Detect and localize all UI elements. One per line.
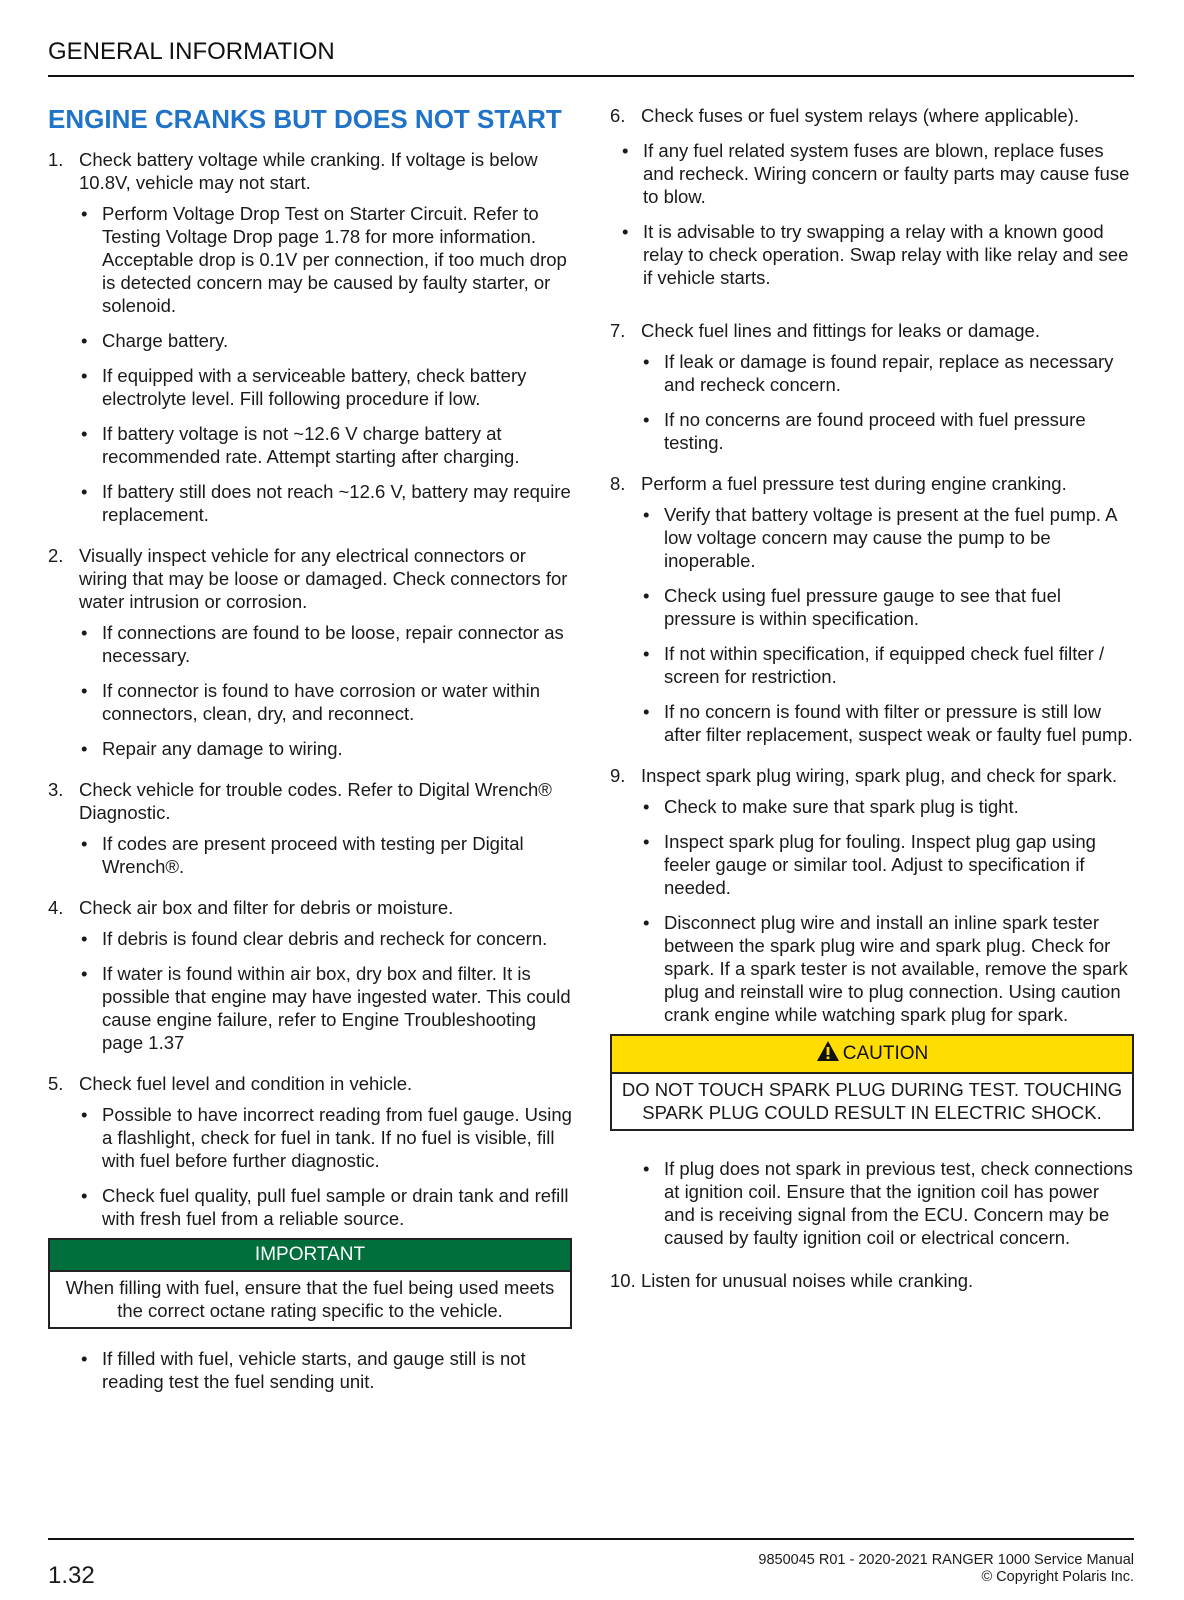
bullet-text: Inspect spark plug for fouling. Inspect plug gap using feeler gauge or similar tool. Adjust to specification if needed.: [664, 831, 1096, 898]
warning-triangle-icon: [816, 1040, 840, 1062]
bullet-icon: •: [81, 1104, 88, 1125]
step-5-bullets: [79, 1103, 572, 1230]
bullet-text: It is advisable to try swapping a relay with a known good relay to check operation. Swap relay with like relay and see if vehicle starts.: [643, 221, 1129, 288]
step-2-bullets: [79, 621, 572, 760]
step-7: [610, 319, 1134, 342]
page-header: GENERAL INFORMATION: [48, 38, 335, 65]
list-item: [79, 329, 572, 352]
step-5-after-bullets: [79, 1347, 572, 1393]
bullet-text: If water is found within air box, dry box and filter. It is possible that engine may have ingested water. This could cause engine failure, refer to Engine Troubleshooting page 1.37: [102, 963, 571, 1053]
section-title: ENGINE CRANKS BUT DOES NOT START: [48, 104, 562, 134]
bullet-icon: •: [81, 963, 88, 984]
step-2: [48, 544, 572, 613]
list-item: [641, 830, 1134, 899]
bullet-icon: •: [81, 833, 88, 854]
step-7-bullets: [641, 350, 1134, 454]
bullet-text: Repair any damage to wiring.: [102, 738, 343, 759]
bullet-icon: •: [81, 738, 88, 759]
bullet-icon: •: [81, 1348, 88, 1369]
step-9-after-bullets: [641, 1157, 1134, 1249]
bullet-icon: •: [81, 423, 88, 444]
list-item: [641, 503, 1134, 572]
step-number: 6.: [610, 105, 626, 126]
step-text: Check battery voltage while cranking. If voltage is below 10.8V, vehicle may not start.: [79, 149, 538, 193]
header-divider: [48, 75, 1134, 77]
bullet-icon: •: [643, 643, 650, 664]
bullet-text: Check fuel quality, pull fuel sample or drain tank and refill with fresh fuel from a reliable source.: [102, 1185, 569, 1229]
bullet-text: If plug does not spark in previous test, check connections at ignition coil. Ensure that the ignition coil has power and is receiving signal from the ECU. Concern may be caused by faulty ignition coil or electrical concern.: [664, 1158, 1133, 1248]
copyright: © Copyright Polaris Inc.: [981, 1569, 1134, 1585]
bullet-icon: •: [81, 1185, 88, 1206]
right-column: [610, 104, 1134, 1300]
step-number: 7.: [610, 320, 626, 341]
important-text: When filling with fuel, ensure that the fuel being used meets the correct octane rating specific to the vehicle.: [65, 1277, 555, 1321]
list-item: [641, 408, 1134, 454]
step-6: [610, 104, 1134, 127]
list-item: [79, 202, 572, 317]
bullet-text: Disconnect plug wire and install an inline spark tester between the spark plug wire and spark plug. Check for spark. If a spark tester is not available, remove the spark plug and reinstall wire to plug connection. Using caution crank engine while watching spark plug for spark.: [664, 912, 1128, 1025]
step-text: Check air box and filter for debris or moisture.: [79, 897, 454, 918]
bullet-icon: •: [81, 928, 88, 949]
bullet-text: If no concern is found with filter or pressure is still low after filter replacement, suspect weak or faulty fuel pump.: [664, 701, 1133, 745]
list-item: [79, 679, 572, 725]
list-item: [641, 795, 1134, 818]
bullet-text: If any fuel related system fuses are blown, replace fuses and recheck. Wiring concern or faulty parts may cause fuse to blow.: [643, 140, 1130, 207]
list-item: [79, 1103, 572, 1172]
list-item: [641, 584, 1134, 630]
caution-notice: [610, 1034, 1134, 1131]
list-item: [79, 422, 572, 468]
bullet-icon: •: [643, 585, 650, 606]
bullet-text: If filled with fuel, vehicle starts, and gauge still is not reading test the fuel sending unit.: [102, 1348, 526, 1392]
bullet-text: If battery voltage is not ~12.6 V charge battery at recommended rate. Attempt starting after charging.: [102, 423, 520, 467]
step-8: [610, 472, 1134, 495]
bullet-icon: •: [643, 1158, 650, 1179]
step-text: Check vehicle for trouble codes. Refer to Digital Wrench® Diagnostic.: [79, 779, 552, 823]
list-item: [620, 220, 1134, 289]
bullet-icon: •: [81, 680, 88, 701]
list-item: [641, 642, 1134, 688]
list-item: [79, 364, 572, 410]
step-3: [48, 778, 572, 824]
bullet-icon: •: [81, 365, 88, 386]
page-number: 1.32: [48, 1562, 95, 1589]
bullet-text: Perform Voltage Drop Test on Starter Circuit. Refer to Testing Voltage Drop page 1.78 for more information. Acceptable drop is 0.1V per connection, if too much drop is detected concern may be caused by faulty starter, or solenoid.: [102, 203, 567, 316]
step-text: Listen for unusual noises while cranking.: [641, 1270, 974, 1291]
bullet-text: Check to make sure that spark plug is tight.: [664, 796, 1019, 817]
bullet-icon: •: [622, 140, 629, 161]
step-4-bullets: [79, 927, 572, 1054]
list-item: [79, 1184, 572, 1230]
bullet-text: If codes are present proceed with testing per Digital Wrench®.: [102, 833, 524, 877]
bullet-icon: •: [81, 203, 88, 224]
step-text: Visually inspect vehicle for any electrical connectors or wiring that may be loose or damaged. Check connectors for water intrusion or corrosion.: [79, 545, 568, 612]
bullet-text: Check using fuel pressure gauge to see that fuel pressure is within specification.: [664, 585, 1061, 629]
step-text: Check fuses or fuel system relays (where applicable).: [641, 105, 1080, 126]
step-number: 1.: [48, 149, 64, 170]
bullet-icon: •: [643, 796, 650, 817]
bullet-icon: •: [81, 330, 88, 351]
step-8-bullets: [641, 503, 1134, 746]
step-text: Inspect spark plug wiring, spark plug, and check for spark.: [641, 765, 1118, 786]
bullet-text: If connections are found to be loose, repair connector as necessary.: [102, 622, 564, 666]
bullet-text: Verify that battery voltage is present at the fuel pump. A low voltage concern may cause the pump to be inoperable.: [664, 504, 1117, 571]
bullet-icon: •: [643, 912, 650, 933]
bullet-text: If battery still does not reach ~12.6 V, battery may require replacement.: [102, 481, 571, 525]
list-item: [641, 700, 1134, 746]
list-item: [79, 1347, 572, 1393]
step-4: [48, 896, 572, 919]
caution-title: CAUTION: [842, 1043, 929, 1064]
caution-text: DO NOT TOUCH SPARK PLUG DURING TEST. TOUCHING SPARK PLUG COULD RESULT IN ELECTRIC SHOCK.: [621, 1079, 1123, 1123]
step-number: 10.: [610, 1270, 636, 1291]
step-number: 9.: [610, 765, 626, 786]
bullet-text: Possible to have incorrect reading from fuel gauge. Using a flashlight, check for fuel in tank. If no fuel is visible, fill with fuel before further diagnostic.: [102, 1104, 572, 1171]
footer-info: [758, 1552, 1134, 1586]
step-text: Perform a fuel pressure test during engine cranking.: [641, 473, 1067, 494]
important-notice: [48, 1238, 572, 1329]
step-1-bullets: [79, 202, 572, 526]
step-number: 4.: [48, 897, 64, 918]
step-number: 8.: [610, 473, 626, 494]
bullet-icon: •: [622, 221, 629, 242]
step-5: [48, 1072, 572, 1095]
list-item: [641, 911, 1134, 1026]
step-text: Check fuel lines and fittings for leaks or damage.: [641, 320, 1040, 341]
bullet-text: If leak or damage is found repair, replace as necessary and recheck concern.: [664, 351, 1114, 395]
list-item: [79, 832, 572, 878]
step-3-bullets: [79, 832, 572, 878]
list-item: [79, 621, 572, 667]
step-6-bullets: [620, 139, 1134, 289]
list-item: [641, 1157, 1134, 1249]
step-10: [610, 1269, 1134, 1292]
step-9: [610, 764, 1134, 787]
step-text: Check fuel level and condition in vehicle.: [79, 1073, 413, 1094]
manual-title: 9850045 R01 - 2020-2021 RANGER 1000 Service Manual: [758, 1552, 1134, 1568]
bullet-text: If no concerns are found proceed with fuel pressure testing.: [664, 409, 1086, 453]
step-9-bullets: [641, 795, 1134, 1026]
bullet-text: Charge battery.: [102, 330, 229, 351]
list-item: [620, 139, 1134, 208]
list-item: [79, 480, 572, 526]
bullet-icon: •: [643, 831, 650, 852]
bullet-icon: •: [643, 504, 650, 525]
caution-header: [612, 1036, 1132, 1074]
list-item: [79, 927, 572, 950]
step-number: 2.: [48, 545, 64, 566]
bullet-icon: •: [81, 622, 88, 643]
bullet-icon: •: [643, 701, 650, 722]
important-title: IMPORTANT: [50, 1240, 570, 1272]
bullet-text: If debris is found clear debris and recheck for concern.: [102, 928, 548, 949]
bullet-text: If connector is found to have corrosion or water within connectors, clean, dry, and reconnect.: [102, 680, 541, 724]
step-number: 3.: [48, 779, 64, 800]
step-number: 5.: [48, 1073, 64, 1094]
bullet-text: If not within specification, if equipped check fuel filter / screen for restriction.: [664, 643, 1105, 687]
list-item: [641, 350, 1134, 396]
bullet-text: If equipped with a serviceable battery, check battery electrolyte level. Fill following procedure if low.: [102, 365, 527, 409]
footer-divider: [48, 1538, 1134, 1540]
step-1: [48, 148, 572, 194]
bullet-icon: •: [643, 409, 650, 430]
left-column: [48, 104, 572, 1405]
list-item: [79, 737, 572, 760]
list-item: [79, 962, 572, 1054]
bullet-icon: •: [81, 481, 88, 502]
bullet-icon: •: [643, 351, 650, 372]
